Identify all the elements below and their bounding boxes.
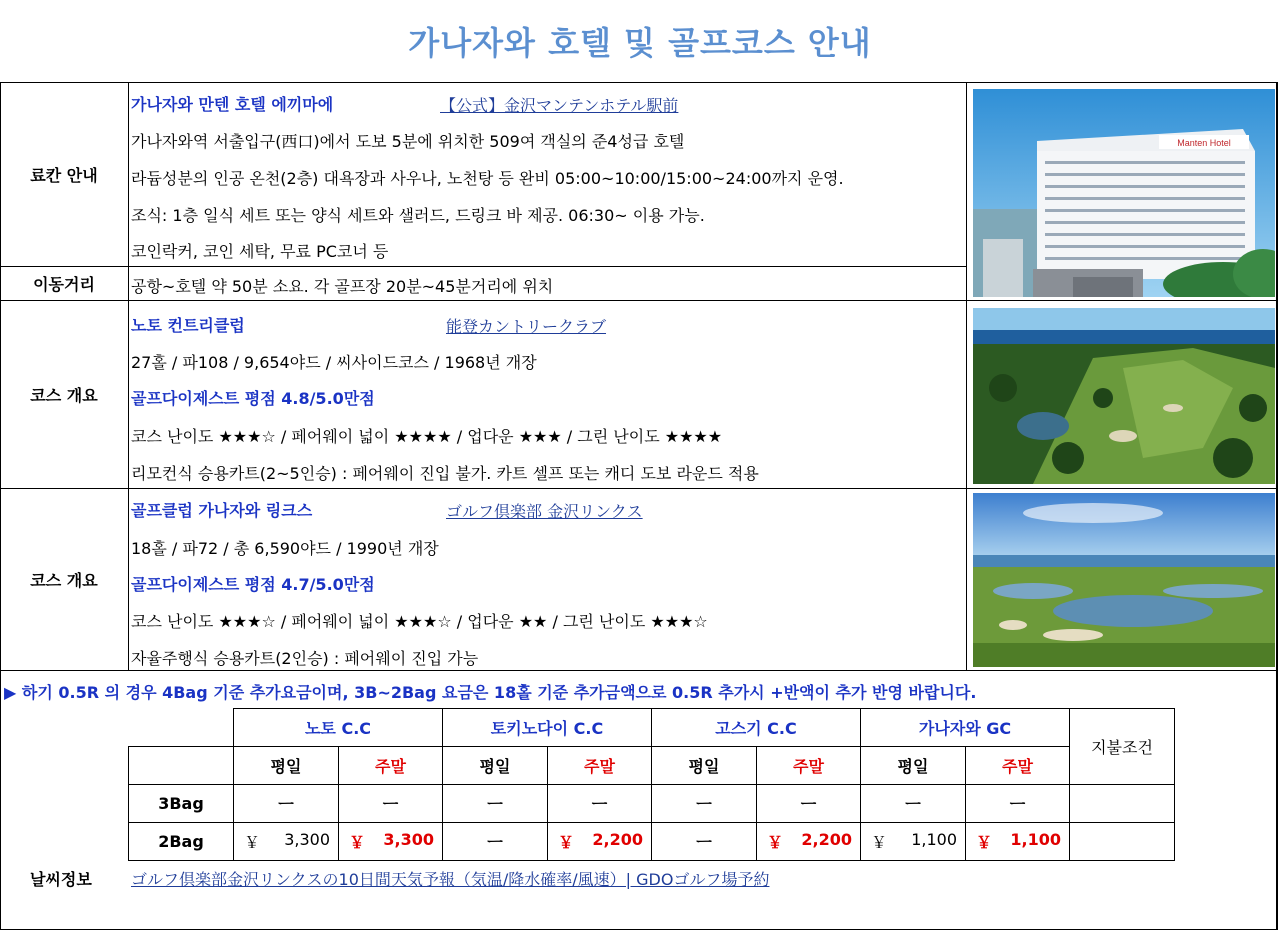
course2-specs: 18홀 / 파72 / 총 6,590야드 / 1990년 개장 <box>131 539 439 558</box>
price-cell: ㅡ <box>443 785 548 823</box>
weather-forecast-link[interactable]: ゴルフ倶楽部金沢リンクスの10日間天気予報（気温/降水確率/風速）| GDOゴルフ場予約 <box>131 870 770 889</box>
course2-label: 코스 개요 <box>30 570 98 590</box>
course2-name: 골프클럽 가나자와 링크스 <box>131 501 313 520</box>
pricing-table <box>128 708 1175 861</box>
row-label-3bag: 3Bag <box>129 785 234 823</box>
price-cell: ㅡ <box>861 785 966 823</box>
row-divider <box>0 266 966 267</box>
distance-text: 공항~호텔 약 50분 소요. 각 골프장 20분~45분거리에 위치 <box>131 277 554 296</box>
weekday-header: 평일 <box>652 747 757 785</box>
weekday-header: 평일 <box>861 747 966 785</box>
course1-label: 코스 개요 <box>30 385 98 405</box>
price-cell: ㅡ <box>966 785 1070 823</box>
currency-symbol: ￥ <box>558 833 575 852</box>
row-divider <box>0 670 1278 671</box>
payment-cell <box>1070 785 1175 823</box>
photo-column-divider <box>966 82 967 670</box>
weekend-header: 주말 <box>966 747 1070 785</box>
hotel-photo <box>973 89 1275 297</box>
row-divider <box>0 488 1278 489</box>
pricing-notice: ▶ 하기 0.5R 의 경우 4Bag 기준 추가요금이며, 3B~2Bag 요금은 18홀 기준 추가금액으로 0.5R 추가시 +반액이 추가 반영 바랍니다. <box>4 683 977 702</box>
price-cell: ￥ 3,300 <box>234 823 339 861</box>
course2-difficulty: 코스 난이도 ★★★☆ / 페어웨이 넓이 ★★★☆ / 업다운 ★★ / 그린 난이도 ★★★☆ <box>131 612 708 631</box>
hotel-line-4: 코인락커, 코인 세탁, 무료 PC코너 등 <box>131 242 389 261</box>
price-cell: ㅡ <box>443 823 548 861</box>
price-cell: ￥ 2,200 <box>757 823 861 861</box>
row-label-2bag: 2Bag <box>129 823 234 861</box>
distance-label: 이동거리 <box>33 274 95 294</box>
course2-cart: 자율주행식 승용카트(2인승) : 페어웨이 진입 가능 <box>131 649 479 668</box>
course-header-kosugi: 고스기 C.C <box>652 709 861 747</box>
price-cell: ￥ 1,100 <box>861 823 966 861</box>
course-header-noto: 노토 C.C <box>234 709 443 747</box>
course-header-kanazawa: 가나자와 GC <box>861 709 1070 747</box>
price-cell: ㅡ <box>234 785 339 823</box>
currency-symbol: ￥ <box>976 833 993 852</box>
price-cell: ￥ 2,200 <box>548 823 652 861</box>
course1-name: 노토 컨트리클럽 <box>131 316 245 335</box>
hotel-name: 가나자와 만텐 호텔 에끼마에 <box>131 95 334 114</box>
course1-cart: 리모컨식 승용카트(2~5인승) : 페어웨이 진입 불가. 카트 셀프 또는 캐디 도보 라운드 적용 <box>131 464 759 483</box>
weekend-header: 주말 <box>548 747 652 785</box>
price-cell: ㅡ <box>339 785 443 823</box>
hotel-line-2: 라듐성분의 인공 온천(2층) 대욕장과 사우나, 노천탕 등 완비 05:00~10:00/15:00~24:00까지 운영. <box>131 169 844 188</box>
weekday-header: 평일 <box>443 747 548 785</box>
weekday-header: 평일 <box>234 747 339 785</box>
course2-photo <box>973 493 1275 667</box>
hotel-sign-text: Manten Hotel <box>1177 138 1231 148</box>
price-cell: ￥ 1,100 <box>966 823 1070 861</box>
currency-symbol: ￥ <box>349 833 366 852</box>
page-title: 가나자와 호텔 및 골프코스 안내 <box>408 24 872 62</box>
course2-official-link[interactable]: ゴルフ倶楽部 金沢リンクス <box>446 502 643 521</box>
course1-difficulty: 코스 난이도 ★★★☆ / 페어웨이 넓이 ★★★★ / 업다운 ★★★ / 그린 난이도 ★★★★ <box>131 427 723 446</box>
price-cell: ㅡ <box>652 823 757 861</box>
currency-symbol: ￥ <box>871 833 888 852</box>
price-cell: ￥ 3,300 <box>339 823 443 861</box>
course1-specs: 27홀 / 파108 / 9,654야드 / 씨사이드코스 / 1968년 개장 <box>131 353 537 372</box>
payment-cell <box>1070 823 1175 861</box>
price-cell: ㅡ <box>652 785 757 823</box>
hotel-line-1: 가나자와역 서출입구(西口)에서 도보 5분에 위치한 509여 객실의 준4성급 호텔 <box>131 132 685 151</box>
course2-rating: 골프다이제스트 평점 4.7/5.0만점 <box>131 575 375 594</box>
label-column-divider <box>128 82 129 670</box>
course1-rating: 골프다이제스트 평점 4.8/5.0만점 <box>131 389 375 408</box>
weekend-header: 주말 <box>339 747 443 785</box>
price-cell: ㅡ <box>757 785 861 823</box>
row-divider <box>0 300 1278 301</box>
hotel-label: 료칸 안내 <box>30 165 98 185</box>
empty-corner <box>129 709 234 747</box>
weekend-header: 주말 <box>757 747 861 785</box>
course1-photo <box>973 308 1275 484</box>
hotel-line-3: 조식: 1층 일식 세트 또는 양식 세트와 샐러드, 드링크 바 제공. 06:30~ 이용 가능. <box>131 206 705 225</box>
course1-official-link[interactable]: 能登カントリークラブ <box>446 317 607 336</box>
row-label-empty <box>129 747 234 785</box>
payment-terms-header: 지불조건 <box>1070 709 1175 785</box>
price-cell: ㅡ <box>548 785 652 823</box>
currency-symbol: ￥ <box>767 833 784 852</box>
course-header-tokinodai: 토키노다이 C.C <box>443 709 652 747</box>
currency-symbol: ￥ <box>244 833 261 852</box>
weather-label: 날씨정보 <box>30 870 92 889</box>
hotel-official-link[interactable]: 【公式】金沢マンテンホテル駅前 <box>440 96 679 115</box>
